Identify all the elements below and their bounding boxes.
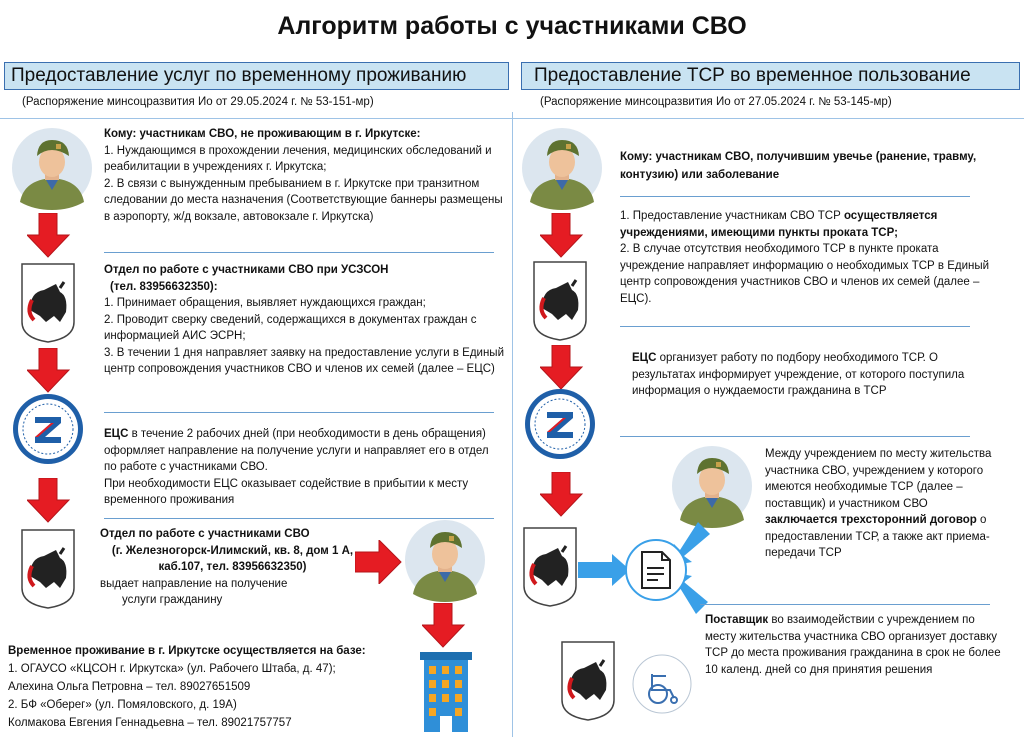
contract-diagram — [578, 522, 758, 614]
left-block-5 — [8, 642, 418, 732]
page-title: Алгоритм работы с участниками СВО — [277, 12, 747, 40]
separator-line — [620, 196, 970, 197]
right-block-3-text: организует работу по подбору необходимого ТСР. О результатах информирует учреждение, от которого поступила информация о нуждаемости гражданина в ТСР — [632, 352, 965, 397]
ecs-lead: ЕЦС — [104, 428, 129, 440]
right-block-1-heading: Кому: участникам СВО, получившим увечье (ранение, травму, контузию) или заболевание — [620, 151, 977, 181]
right-block-2 — [620, 208, 1000, 307]
arrow-down-icon — [27, 348, 71, 394]
left-block-5-line: 2. БФ «Оберег» (ул. Помяловского, д. 19А) — [8, 699, 237, 711]
left-block-3 — [104, 426, 499, 509]
crest-icon — [522, 526, 578, 608]
left-banner: Предоставление услуг по временному проживанию — [4, 62, 509, 90]
soldier-icon — [12, 128, 92, 210]
arrow-from-crest-icon — [578, 554, 630, 586]
crest-icon — [560, 640, 616, 722]
left-block-1-item: 1. Нуждающимся в прохождении лечения, медицинских обследований и реабилитации в учреждениях г. Иркутска; — [104, 144, 492, 173]
right-block-4 — [765, 446, 995, 562]
left-block-4-address: (г. Железногорск-Илимский, кв. 8, дом 1 А, каб.107, тел. 83956632350) — [111, 544, 354, 573]
arrow-down-icon — [422, 603, 466, 649]
separator-line — [104, 412, 494, 413]
column-divider — [512, 112, 513, 737]
right-block-5-text: во взаимодействии с учреждением по месту жительства участника СВО организует доставку ТСР до места проживания гражданина в срок не более 10 календ. дней со дня принятия решения — [705, 614, 1001, 676]
wheelchair-icon — [632, 654, 692, 714]
left-block-2-item: 2. Проводит сверку сведений, содержащихся в документах граждан с информацией АИС ЭСРН; — [104, 313, 477, 342]
document-icon — [642, 552, 670, 588]
soldier-icon — [672, 446, 752, 528]
right-block-4-text: о предоставлении ТСР, а также акт приема-передачи ТСР — [765, 514, 990, 559]
right-order: (Распоряжение минсоцразвития Ио от 27.05.2024 г. № 53-145-мр) — [540, 96, 892, 108]
right-block-4-bold: заключается трехсторонний договор — [765, 514, 977, 526]
separator-line — [700, 604, 990, 605]
left-block-2 — [104, 262, 504, 378]
left-block-1 — [104, 126, 504, 225]
right-block-2-bold: осуществляется учреждениями, имеющими пункты проката ТСР; — [620, 210, 938, 239]
left-block-2-phone: (тел. 83956632350): — [110, 280, 218, 293]
left-block-5-line: Алехина Ольга Петровна – тел. 89027651509 — [8, 681, 251, 693]
soldier-icon — [405, 520, 485, 602]
crest-icon — [20, 262, 76, 344]
left-block-2-heading: Отдел по работе с участниками СВО при УСЗСОН — [104, 264, 389, 276]
left-block-1-heading: Кому: участникам СВО, не проживающим в г. Иркутске: — [104, 128, 421, 140]
arrow-down-icon — [27, 213, 71, 259]
left-block-1-item: 2. В связи с вынужденным пребыванием в г. Иркутске при транзитном следовании до места назначения (Соответствующие баннеры размещены в аэропорту, ж/д вокзале, автовокзале г. Иркутска) — [104, 177, 503, 223]
ecs-logo-icon — [12, 393, 84, 465]
left-block-5-line: 1. ОГАУСО «КЦСОН г. Иркутска» (ул. Рабочего Штаба, д. 47); — [8, 663, 336, 675]
separator-line — [620, 436, 970, 437]
crest-icon — [532, 260, 588, 342]
left-block-5-line: Колмакова Евгения Геннадьевна – тел. 89021757757 — [8, 717, 292, 729]
right-block-2-text: 1. Предоставление участникам СВО ТСР — [620, 210, 844, 222]
right-block-5 — [705, 612, 1005, 678]
left-block-4-heading: Отдел по работе с участниками СВО — [100, 528, 310, 540]
left-block-4 — [100, 526, 365, 609]
arrow-down-icon — [540, 213, 584, 259]
arrow-down-icon — [540, 472, 584, 518]
building-icon — [418, 650, 474, 734]
left-divider — [0, 118, 512, 119]
supplier-lead: Поставщик — [705, 614, 769, 626]
separator-line — [620, 326, 970, 327]
right-divider — [512, 118, 1024, 119]
left-block-2-item: 3. В течении 1 дня направляет заявку на предоставление услуги в Единый центр сопровождения участников СВО и членов их семей (далее – ЕЦС) — [104, 346, 505, 375]
separator-line — [104, 518, 494, 519]
right-block-3 — [632, 350, 992, 400]
right-banner: Предоставление ТСР во временное пользование — [521, 62, 1020, 90]
left-block-2-item: 1. Принимает обращения, выявляет нуждающихся граждан; — [104, 297, 426, 309]
right-block-2-text: 2. В случае отсутствия необходимого ТСР в пункте проката учреждение направляет информацию о необходимых ТСР в Единый центр сопровождения участников СВО и членов их семей (далее – ЕЦС). — [620, 243, 990, 305]
separator-line — [104, 252, 494, 253]
arrow-down-icon — [540, 345, 584, 391]
left-block-4-text: услуги гражданину — [122, 594, 223, 606]
right-block-4-text: Между учреждением по месту жительства участника СВО, учреждением у которого имеются необходимые ТСР (далее – поставщик) и участником СВО — [765, 448, 992, 510]
ecs-lead: ЕЦС — [632, 352, 657, 364]
crest-icon — [20, 528, 76, 610]
ecs-logo-icon — [524, 388, 596, 460]
left-order: (Распоряжение минсоцразвития Ио от 29.05.2024 г. № 53-151-мр) — [22, 96, 374, 108]
soldier-icon — [522, 128, 602, 210]
left-block-3-note: При необходимости ЕЦС оказывает содействие в прибытии к месту временного проживания — [104, 477, 469, 506]
arrow-right-icon — [355, 540, 403, 584]
left-block-4-text: выдает направление на получение — [100, 577, 288, 590]
arrow-down-icon — [27, 478, 71, 524]
left-block-5-heading: Временное проживание в г. Иркутске осуществляется на базе: — [8, 645, 366, 657]
left-block-3-text: в течение 2 рабочих дней (при необходимости в день обращения) оформляет направление на получение услуги и направляет его в отдел по работе с участниками СВО. — [104, 428, 489, 473]
